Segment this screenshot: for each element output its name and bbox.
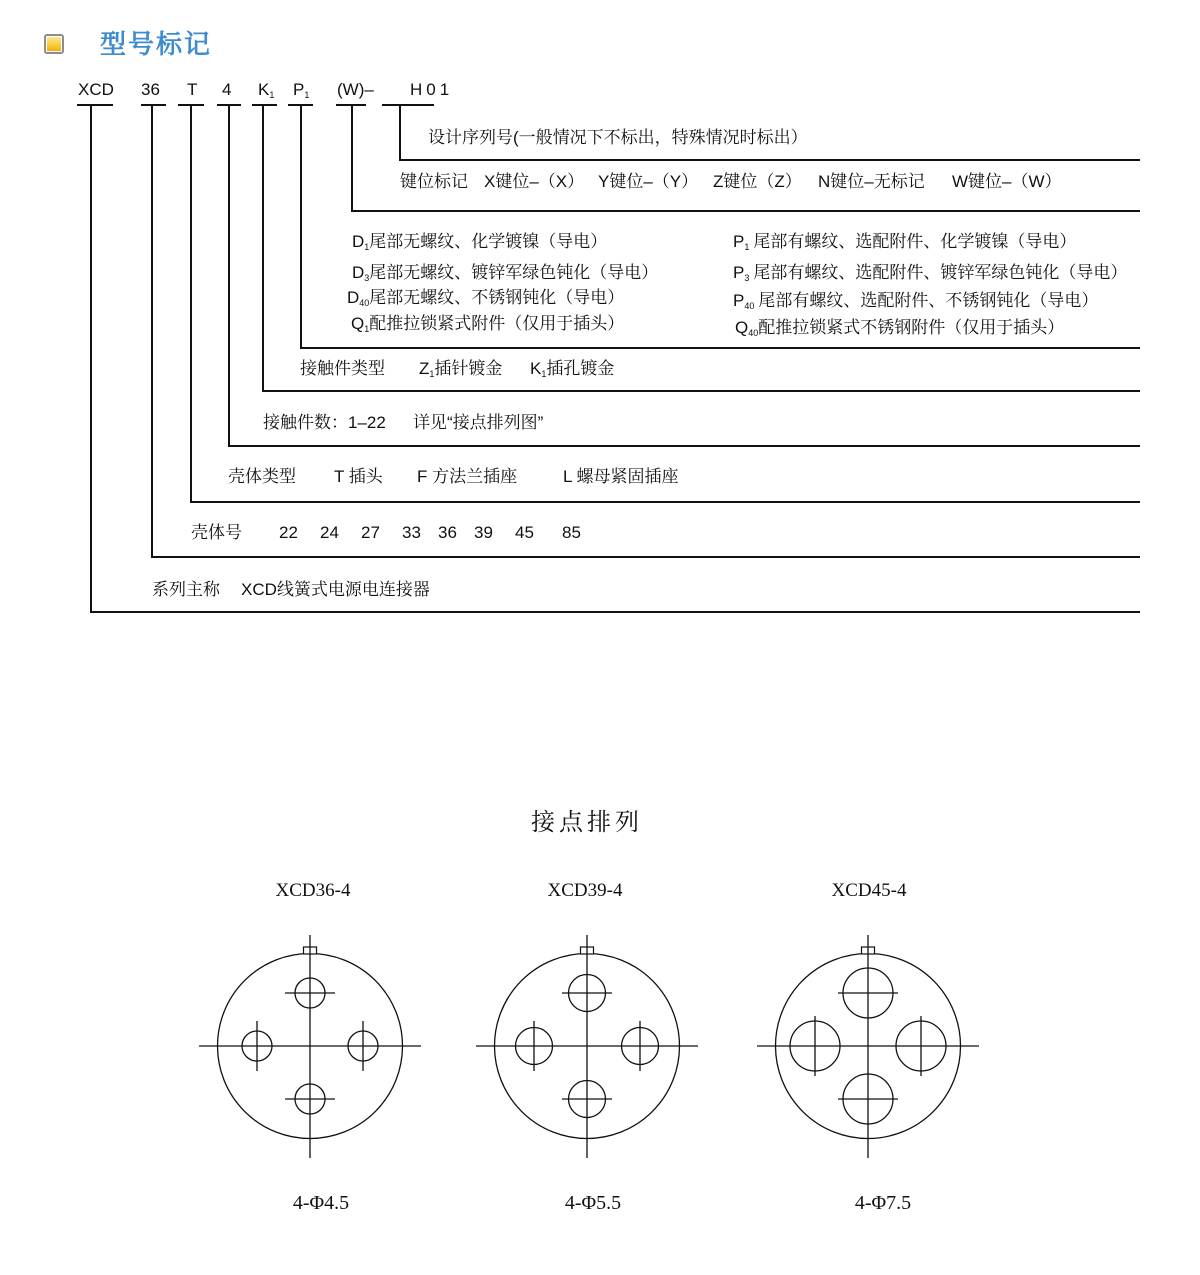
bullet-square-icon — [44, 34, 64, 54]
key-position-label: 键位标记 — [400, 172, 468, 191]
option-text: 插针镀金 — [434, 359, 503, 378]
option-code: Q — [735, 318, 749, 337]
section-title: 型号标记 — [100, 29, 213, 59]
option-subscript: 40 — [744, 301, 755, 311]
code-letter: P — [293, 80, 305, 99]
key-position-item: X键位–（X） — [484, 172, 585, 191]
shell-no-value: 36 — [438, 523, 457, 542]
option-code: D — [352, 263, 365, 282]
key-position-item: Y键位–（Y） — [598, 172, 699, 191]
option-subscript: 40 — [748, 328, 759, 338]
tail-option-d3 — [352, 263, 658, 288]
diagram-model-label: XCD36-4 — [275, 880, 351, 901]
shell-no-value: 45 — [515, 523, 534, 542]
option-text: 插孔镀金 — [546, 359, 615, 378]
shell-no-value: 39 — [474, 523, 493, 542]
shell-no-value: 85 — [562, 523, 581, 542]
shell-type-label: 壳体类型 — [228, 467, 296, 486]
code-shell-no: 36 — [141, 80, 160, 99]
code-contact-type — [258, 80, 274, 105]
arrangement-title: 接点排列 — [531, 810, 643, 836]
code-key-position: (W)– — [337, 80, 374, 99]
series-label: 系列主称 — [152, 580, 220, 599]
option-text: 尾部无螺纹、不锈钢钝化（导电） — [369, 288, 625, 307]
option-code: P — [733, 232, 745, 251]
contact-count-note: 详见“接点排列图” — [413, 413, 544, 432]
option-subscript: 40 — [359, 298, 370, 308]
design-serial-text: 设计序列号(一般情况下不标出，特殊情况时标出） — [428, 128, 808, 147]
option-text: 尾部有螺纹、选配附件、镀锌军绿色钝化（导电） — [753, 263, 1128, 282]
series-value: XCD线簧式电源电连接器 — [241, 580, 430, 599]
shell-no-label: 壳体号 — [191, 523, 242, 542]
contact-count-label: 接触件数：1–22 — [263, 413, 386, 432]
shell-no-value: 22 — [279, 523, 298, 542]
option-subscript: 1 — [744, 242, 750, 252]
tail-option-p3 — [733, 263, 1127, 288]
shell-type-item: L 螺母紧固插座 — [563, 467, 679, 486]
code-series: XCD — [78, 80, 114, 99]
tail-option-d40 — [347, 288, 624, 313]
shell-no-value: 27 — [361, 523, 380, 542]
option-code: D — [352, 232, 365, 251]
tail-option-q1 — [351, 314, 624, 339]
tail-option-p1 — [733, 232, 1076, 257]
tail-option-q40 — [735, 318, 1064, 343]
option-code: Q — [351, 314, 365, 333]
tail-option-p40 — [733, 291, 1098, 316]
diagram-pin-spec: 4-Φ7.5 — [854, 1192, 912, 1214]
code-letter: K — [258, 80, 270, 99]
option-code: P — [733, 291, 745, 310]
option-subscript: 1 — [364, 324, 370, 334]
shell-no-value: 33 — [402, 523, 421, 542]
option-text: 尾部无螺纹、镀锌军绿色钝化（导电） — [369, 263, 659, 282]
option-text: 配推拉锁紧式附件（仅用于插头） — [369, 314, 625, 333]
option-subscript: 1 — [364, 242, 370, 252]
code-subscript: 1 — [304, 90, 310, 100]
shell-no-value: 24 — [320, 523, 339, 542]
key-position-item: Z键位（Z） — [713, 172, 802, 191]
option-text: 尾部有螺纹、选配附件、不锈钢钝化（导电） — [758, 291, 1099, 310]
option-subscript: 3 — [744, 273, 750, 283]
code-tail-option — [293, 80, 309, 105]
option-code: D — [347, 288, 360, 307]
key-position-item: N键位–无标记 — [818, 172, 925, 191]
contact-type-k1 — [530, 359, 614, 384]
option-code: Z — [419, 359, 430, 378]
code-subscript: 1 — [269, 90, 275, 100]
code-design-serial: H01 — [410, 80, 454, 99]
option-code: K — [530, 359, 542, 378]
tail-option-d1 — [352, 232, 607, 257]
shell-type-item: T 插头 — [334, 467, 383, 486]
option-subscript: 3 — [364, 273, 370, 283]
option-code: P — [733, 263, 745, 282]
option-text: 尾部无螺纹、化学镀镍（导电） — [369, 232, 608, 251]
key-position-item: W键位–（W） — [952, 172, 1062, 191]
option-subscript: 1 — [541, 369, 547, 379]
code-contact-count: 4 — [222, 80, 232, 99]
option-text: 尾部有螺纹、选配附件、化学镀镍（导电） — [753, 232, 1077, 251]
diagram-pin-spec: 4-Φ4.5 — [292, 1192, 350, 1214]
diagram-model-label: XCD45-4 — [831, 880, 907, 901]
code-shell-type: T — [187, 80, 198, 99]
contact-type-z1 — [419, 359, 502, 384]
option-text: 配推拉锁紧式不锈钢附件（仅用于插头） — [758, 318, 1065, 337]
diagram-pin-spec: 4-Φ5.5 — [564, 1192, 622, 1214]
diagram-model-label: XCD39-4 — [547, 880, 623, 901]
contact-type-label: 接触件类型 — [300, 359, 385, 378]
shell-type-item: F 方法兰插座 — [417, 467, 518, 486]
option-subscript: 1 — [429, 369, 435, 379]
